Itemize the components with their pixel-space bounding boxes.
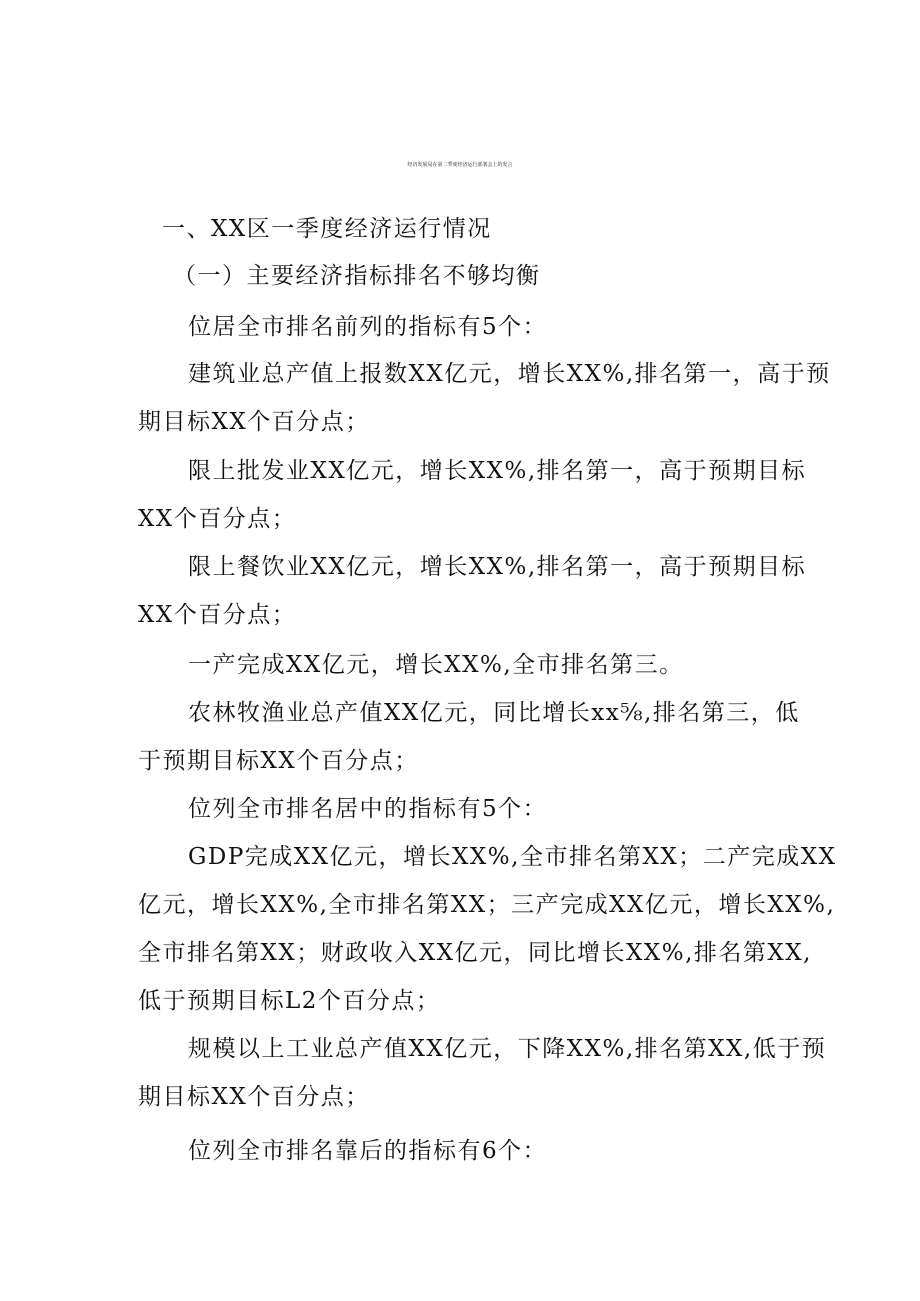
paragraph-line: 位居全市排名前列的指标有5个： <box>188 314 548 340</box>
paragraph-line: GDP完成XX亿元，增长XX%,全市排名第XX；二产完成XX <box>188 844 837 870</box>
paragraph-line: 位列全市排名靠后的指标有6个： <box>188 1138 548 1164</box>
paragraph-line: 全市排名第XX；财政收入XX亿元，同比增长XX%,排名第XX, <box>138 940 812 966</box>
paragraph-line: 亿元，增长XX%,全市排名第XX；三产完成XX亿元，增长XX%, <box>138 892 836 918</box>
paragraph-line: XX个百分点； <box>138 506 297 532</box>
paragraph-line: 限上餐饮业XX亿元，增长XX%,排名第一，高于预期目标 <box>188 554 807 580</box>
section-heading: 一、XX区一季度经济运行情况 <box>162 216 492 242</box>
paragraph-line: 于预期目标XX个百分点； <box>138 748 419 774</box>
paragraph-line: 农林牧渔业总产值XX亿元，同比增长xx⅝,排名第三，低 <box>188 700 800 726</box>
subsection-heading: （一）主要经济指标排名不够均衡 <box>173 263 541 289</box>
paragraph-line: 建筑业总产值上报数XX亿元，增长XX%,排名第一，高于预 <box>188 361 831 387</box>
document-title: 经济发展局在第二季度经济运行部署会上的发言 <box>407 162 513 168</box>
paragraph-line: 期目标XX个百分点； <box>138 409 370 435</box>
paragraph-line: 位列全市排名居中的指标有5个： <box>188 796 548 822</box>
paragraph-line: 规模以上工业总产值XX亿元，下降XX%,排名第XX,低于预 <box>188 1036 827 1062</box>
paragraph-line: 低于预期目标L2个百分点； <box>138 988 441 1014</box>
paragraph-line: 一产完成XX亿元，增长XX%,全市排名第三。 <box>188 652 684 678</box>
paragraph-line: 期目标XX个百分点； <box>138 1084 370 1110</box>
paragraph-line: XX个百分点； <box>138 602 297 628</box>
paragraph-line: 限上批发业XX亿元，增长XX%,排名第一，高于预期目标 <box>188 458 807 484</box>
